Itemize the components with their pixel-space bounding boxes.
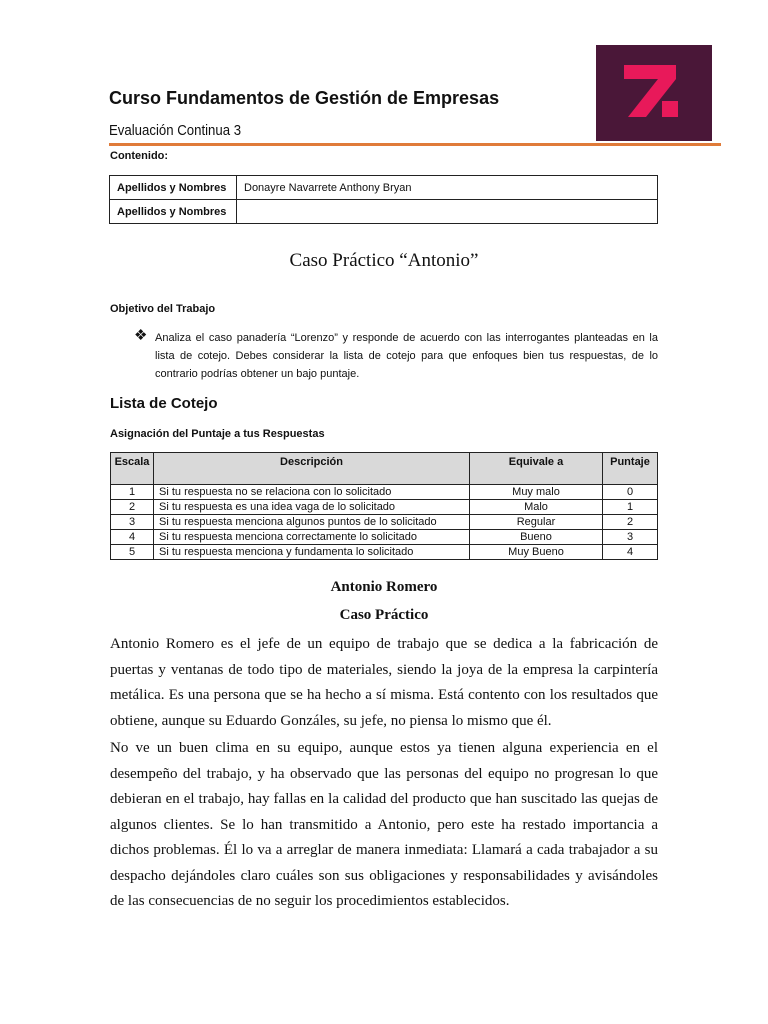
objective-heading: Objetivo del Trabajo [110,303,216,315]
column-header: Puntaje [603,453,658,485]
column-header: Descripción [154,453,470,485]
escala-cell: 5 [111,545,154,560]
equivale-cell: Muy Bueno [470,545,603,560]
table-row [111,530,658,545]
descripcion-cell: Si tu respuesta es una idea vaga de lo solicitado [154,500,470,515]
checklist-heading: Lista de Cotejo [110,395,218,412]
table-row [111,485,658,500]
case-paragraph: Antonio Romero es el jefe de un equipo de trabajo que se dedica a la fabricación de puertas y ventanas de todo tipo de materiales, siendo la joya de la empresa la carpintería metálica. Es una persona que se ha hecho a sí misma. Está contento con los resultados que obtiene, aunque su Eduardo Gonzáles, su jefe, no piensa lo mismo que él. [110,636,658,729]
puntaje-cell: 0 [603,485,658,500]
student-names-table [109,175,658,224]
table-row [110,200,658,224]
name-label: Apellidos y Nombres [110,176,237,200]
case-paragraph: No ve un buen clima en su equipo, aunque estos ya tienen alguna experiencia en el desempeño del trabajo, y ha observado que las personas del equipo no progresan lo que debieran en el trabajo, hay fallas en la calidad del producto que han suscitado las quejas de algunos clientes. Se lo han transmitido a Antonio, pero este ha restado importancia a dichos problemas. Él lo va a arreglar de manera inmediata: Llamará a cada trabajador a su despacho dejándoles claro cuáles son sus obligaciones y responsabilidades y avisándoles de las consecuencias de no seguir los procedimientos establecidos. [110,740,658,909]
objective-text: Analiza el caso panadería “Lorenzo” y responde de acuerdo con las interrogantes planteadas en la lista de cotejo. Debes considerar la lista de cotejo para que enfoques bien tus respuestas, de lo contrario podrías obtener un bajo puntaje. [155,332,658,380]
name-value [237,200,658,224]
escala-cell: 3 [111,515,154,530]
case-person-name: Antonio Romero [330,579,438,595]
name-label: Apellidos y Nombres [110,200,237,224]
case-title: Caso Práctico “Antonio” [289,250,479,271]
column-header: Equivale a [470,453,603,485]
evaluation-subtitle: Evaluación Continua 3 [109,122,242,139]
case-subtitle: Caso Práctico [339,607,429,623]
descripcion-cell: Si tu respuesta menciona correctamente lo solicitado [154,530,470,545]
descripcion-cell: Si tu respuesta no se relaciona con lo solicitado [154,485,470,500]
course-title: Curso Fundamentos de Gestión de Empresas [109,88,500,108]
escala-cell: 4 [111,530,154,545]
brand-logo [596,45,712,141]
table-row [111,545,658,560]
name-value: Donayre Navarrete Anthony Bryan [237,176,658,200]
equivale-cell: Regular [470,515,603,530]
diamond-bullet-icon: ❖ [134,327,148,344]
equivale-cell: Muy malo [470,485,603,500]
score-assignment-heading: Asignación del Puntaje a tus Respuestas [110,428,325,440]
puntaje-cell: 2 [603,515,658,530]
table-header-row [111,453,658,485]
escala-cell: 2 [111,500,154,515]
table-row [111,515,658,530]
descripcion-cell: Si tu respuesta menciona y fundamenta lo solicitado [154,545,470,560]
descripcion-cell: Si tu respuesta menciona algunos puntos de lo solicitado [154,515,470,530]
contenido-label: Contenido: [110,150,169,162]
puntaje-cell: 1 [603,500,658,515]
scoring-table [110,452,658,560]
puntaje-cell: 4 [603,545,658,560]
equivale-cell: Malo [470,500,603,515]
column-header: Escala [111,453,154,485]
puntaje-cell: 3 [603,530,658,545]
brand-logo-z-icon [596,45,712,141]
equivale-cell: Bueno [470,530,603,545]
table-row [111,500,658,515]
table-row [110,176,658,200]
header-divider [109,143,721,146]
escala-cell: 1 [111,485,154,500]
